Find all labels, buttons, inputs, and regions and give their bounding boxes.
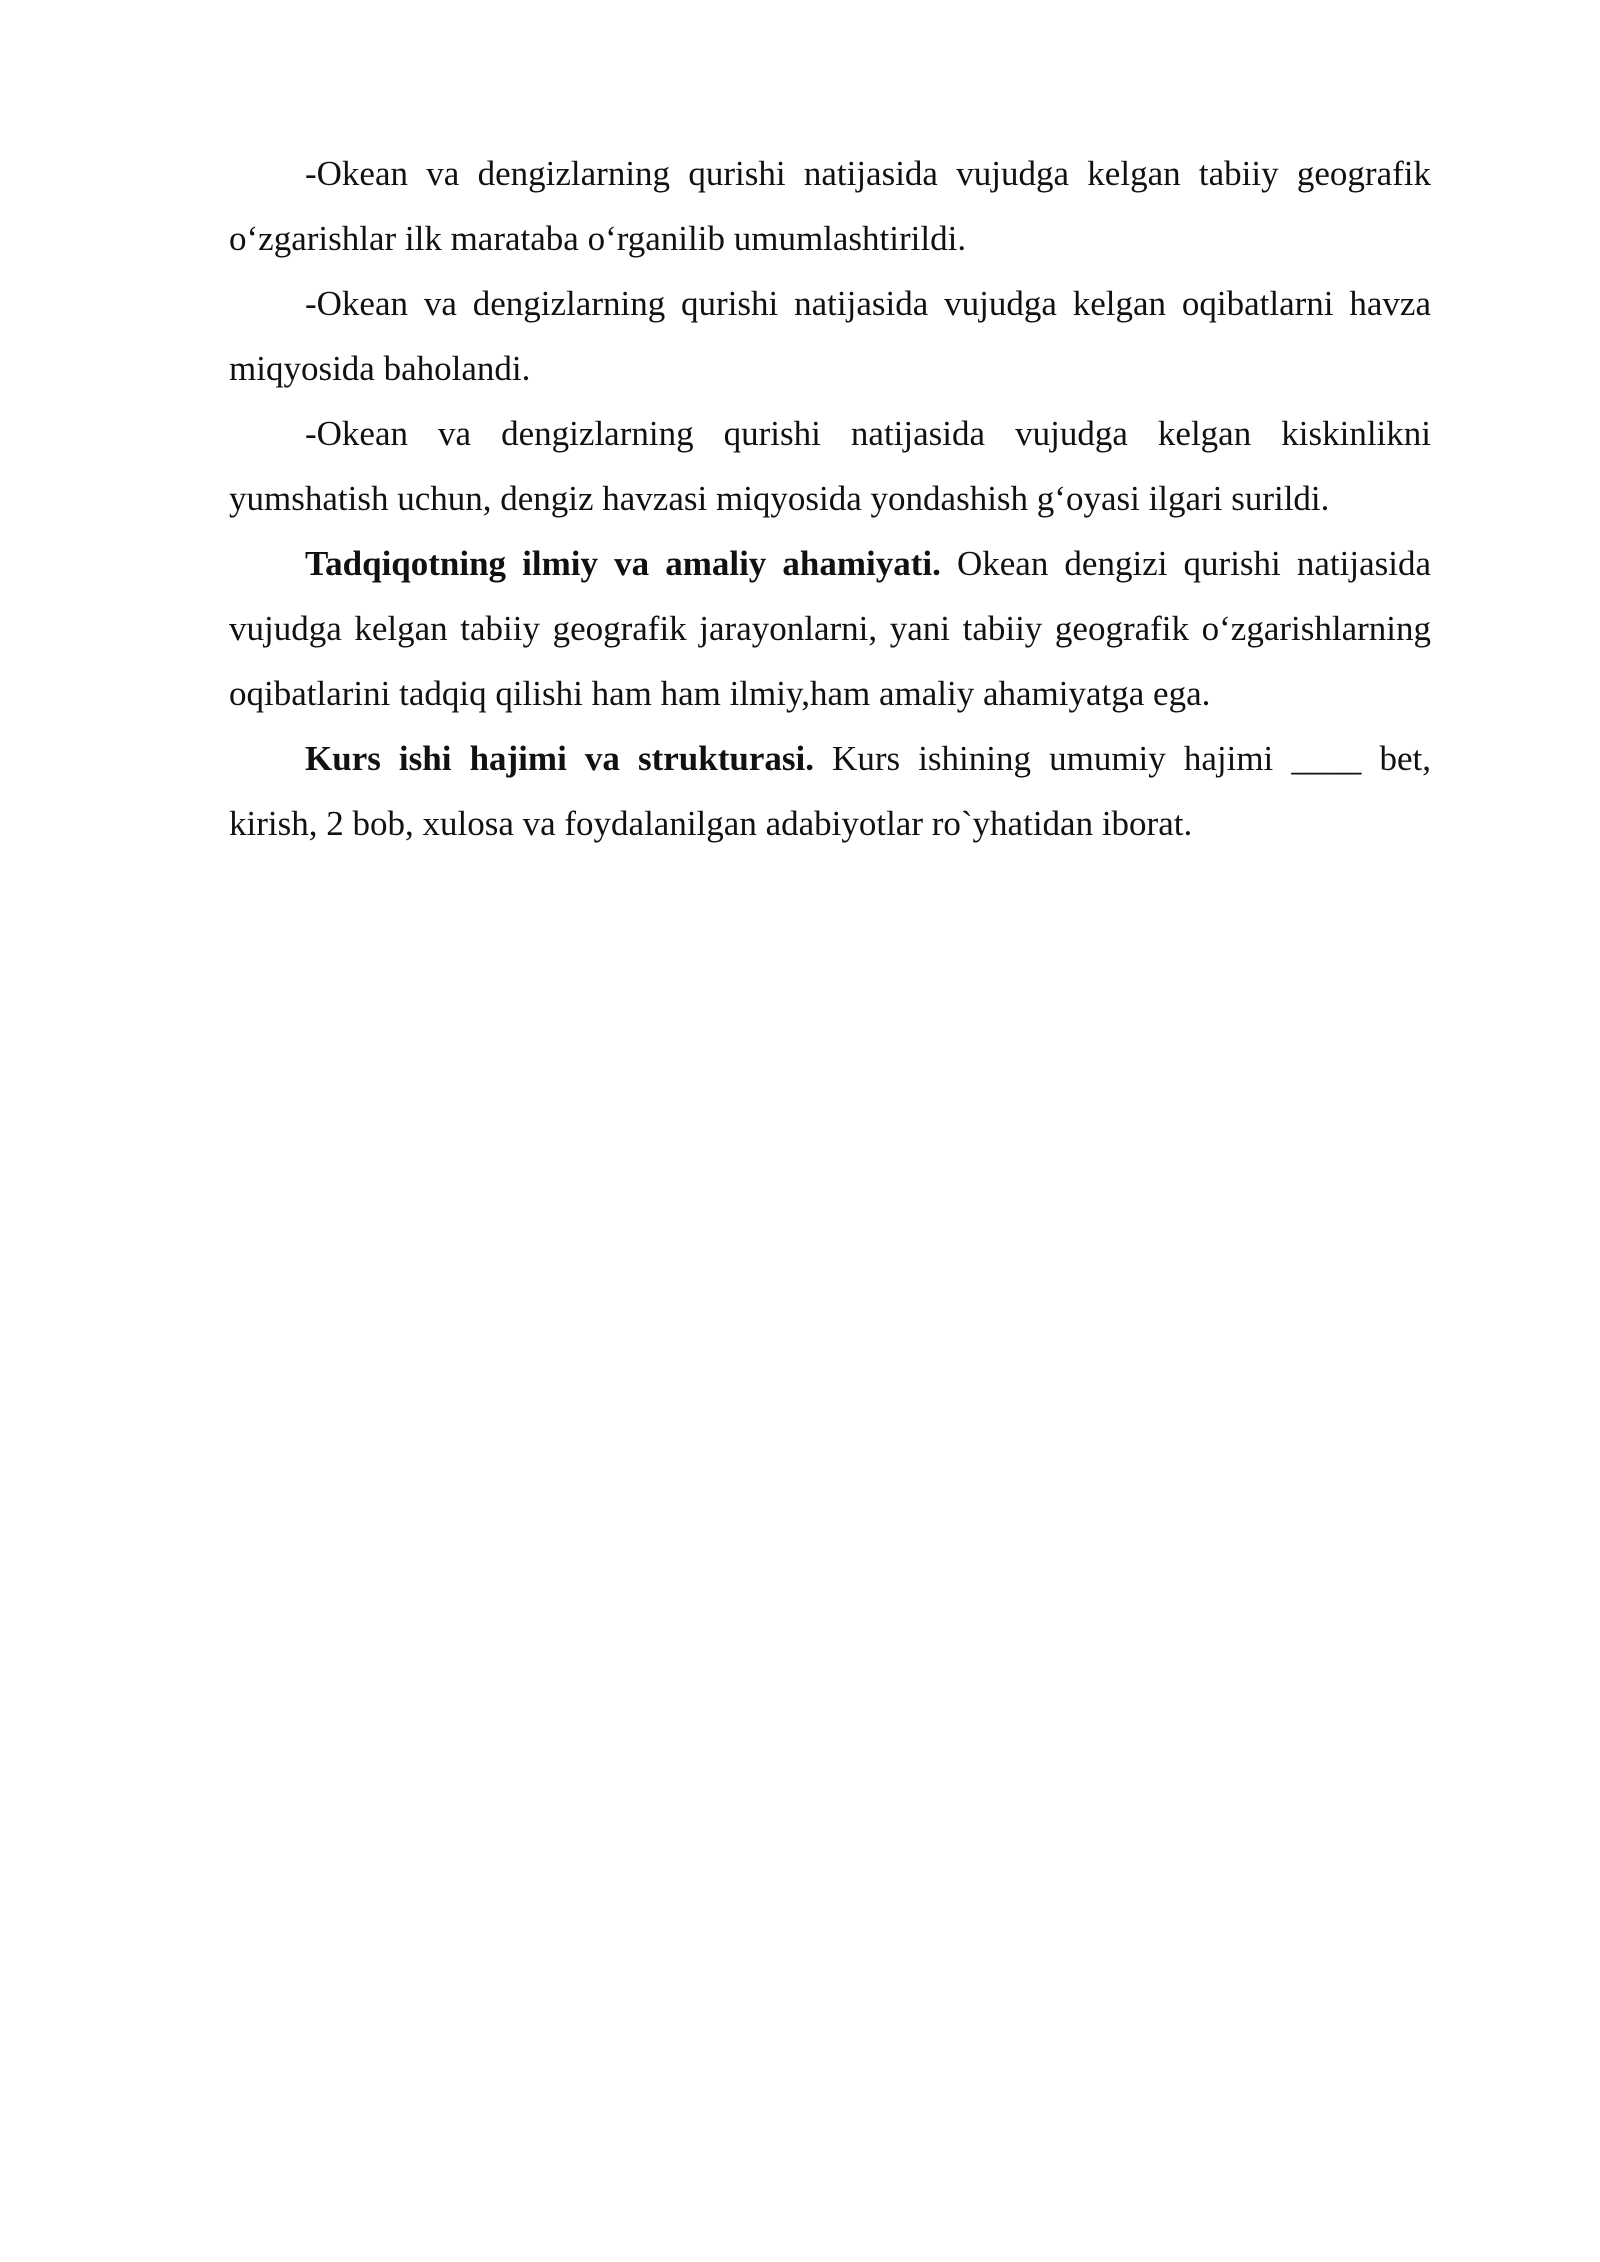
- paragraph-2-text: -Okean va dengizlarning qurishi natijasida vujudga kelgan oqibatlarni havza miqyosida baholandi.: [229, 284, 1431, 388]
- section-heading-structure: Kurs ishi hajimi va strukturasi.: [305, 739, 814, 778]
- paragraph-1-text: -Okean va dengizlarning qurishi natijasida vujudga kelgan tabiiy geografik o‘zgarishlar ilk marataba o‘rganilib umumlashtirildi.: [229, 154, 1431, 258]
- paragraph-5-text: Kurs ishining umumiy hajimi ____ bet, kirish, 2 bob, xulosa va foydalanilgan adabiyotlar ro`yhatidan iborat.: [229, 739, 1431, 843]
- paragraph-4-text: Okean dengizi qurishi natijasida vujudga kelgan tabiiy geografik jarayonlarni, yani tabiiy geografik o‘zgarishlarning oqibatlarini tadqiq qilishi ham ham ilmiy,ham amaliy ahamiyatga ega.: [229, 544, 1431, 713]
- paragraph-3: [229, 401, 1431, 531]
- paragraph-3-text: -Okean va dengizlarning qurishi natijasida vujudga kelgan kiskinlikni yumshatish uchun, dengiz havzasi miqyosida yondashish g‘oyasi ilgari surildi.: [229, 414, 1431, 518]
- paragraph-4: [229, 531, 1431, 726]
- paragraph-1: [229, 141, 1431, 271]
- paragraph-2: [229, 271, 1431, 401]
- document-body: [229, 141, 1431, 856]
- section-heading-significance: Tadqiqotning ilmiy va amaliy ahamiyati.: [305, 544, 941, 583]
- paragraph-5: [229, 726, 1431, 856]
